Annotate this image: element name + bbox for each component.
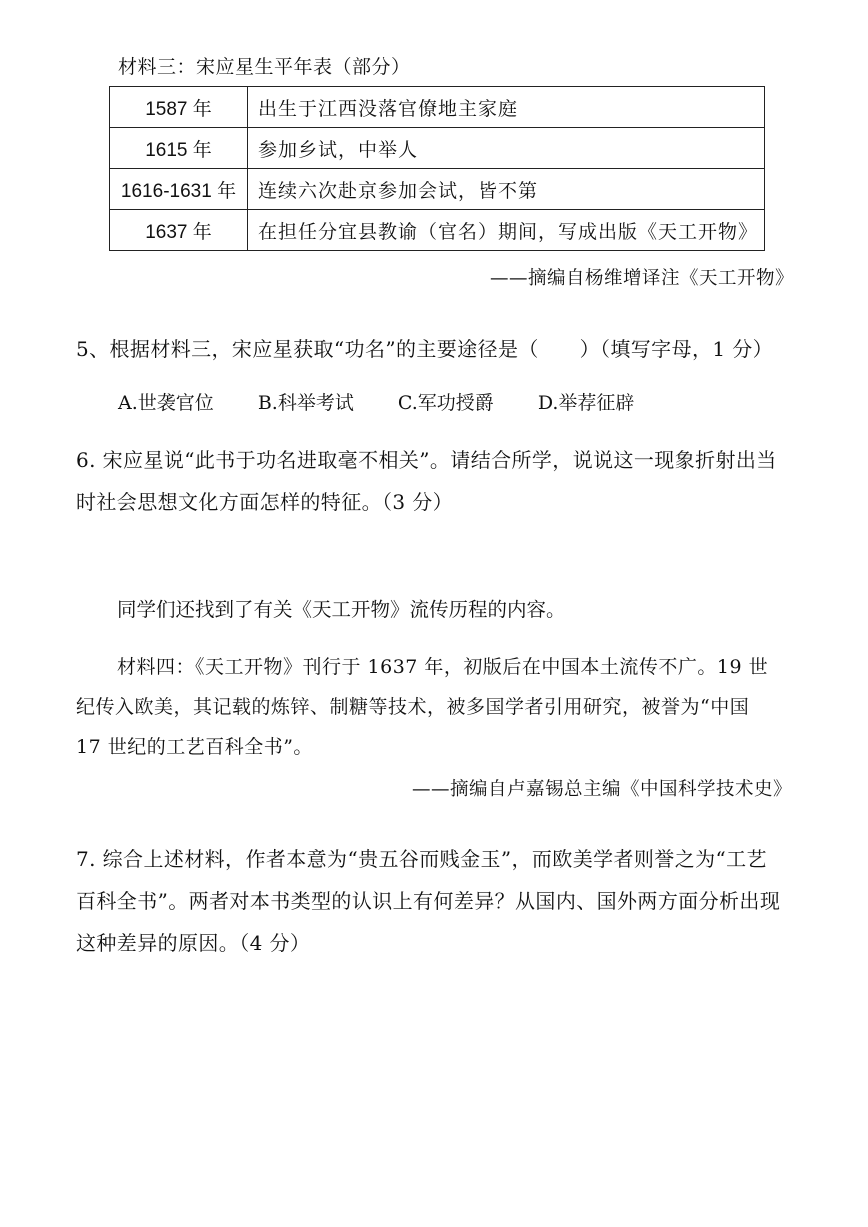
material4-source: ——摘编自卢嘉锡总主编《中国科学技术史》 (411, 779, 792, 800)
option-b: B.科举考试 (257, 392, 354, 414)
table-row (110, 210, 765, 251)
year-cell: 1637 年 (110, 210, 248, 251)
table-row (110, 169, 765, 210)
year-cell: 1587 年 (110, 87, 248, 128)
option-c: C.军功授爵 (397, 392, 494, 414)
material4-line-1: 材料四：《天工开物》刊行于 1637 年，初版后在中国本土流传不广。19 世 (117, 656, 769, 678)
option-d: D.举荐征辟 (537, 392, 635, 414)
material4-line-2: 纪传入欧美，其记载的炼锌、制糖等技术，被多国学者引用研究，被誉为“中国 (76, 696, 750, 718)
event-cell: 连续六次赴京参加会试，皆不第 (248, 169, 765, 210)
year-cell: 1615 年 (110, 128, 248, 169)
question-6-line-1: 6. 宋应星说“此书于功名进取毫不相关”。请结合所学，说说这一现象折射出当 (76, 448, 777, 472)
option-a: A.世袭官位 (118, 392, 214, 414)
material4-line-3: 17 世纪的工艺百科全书”。 (76, 736, 313, 758)
event-cell: 在担任分宜县教谕（官名）期间，写成出版《天工开物》 (248, 210, 765, 251)
material3-source: ——摘编自杨维增译注《天工开物》 (489, 268, 794, 289)
table-row (110, 128, 765, 169)
question-5-stem: 5、根据材料三，宋应星获取“功名”的主要途径是（ ）（填写字母，1 分） (76, 337, 774, 361)
event-cell: 参加乡试，中举人 (248, 128, 765, 169)
year-cell: 1616-1631 年 (110, 169, 248, 210)
question-7-line-2: 百科全书”。两者对本书类型的认识上有何差异？从国内、国外两方面分析出现 (76, 889, 781, 913)
question-5-options (118, 388, 634, 415)
table-row (110, 87, 765, 128)
question-7-line-3: 这种差异的原因。（4 分） (76, 931, 311, 955)
timeline-table (109, 86, 765, 251)
question-6-line-2: 时社会思想文化方面怎样的特征。（3 分） (76, 490, 454, 514)
question-7-line-1: 7. 综合上述材料，作者本意为“贵五谷而贱金玉”，而欧美学者则誉之为“工艺 (76, 847, 767, 871)
event-cell: 出生于江西没落官僚地主家庭 (248, 87, 765, 128)
intro-text: 同学们还找到了有关《天工开物》流传历程的内容。 (117, 598, 566, 621)
material3-title: 材料三：宋应星生平年表（部分） (118, 56, 411, 78)
